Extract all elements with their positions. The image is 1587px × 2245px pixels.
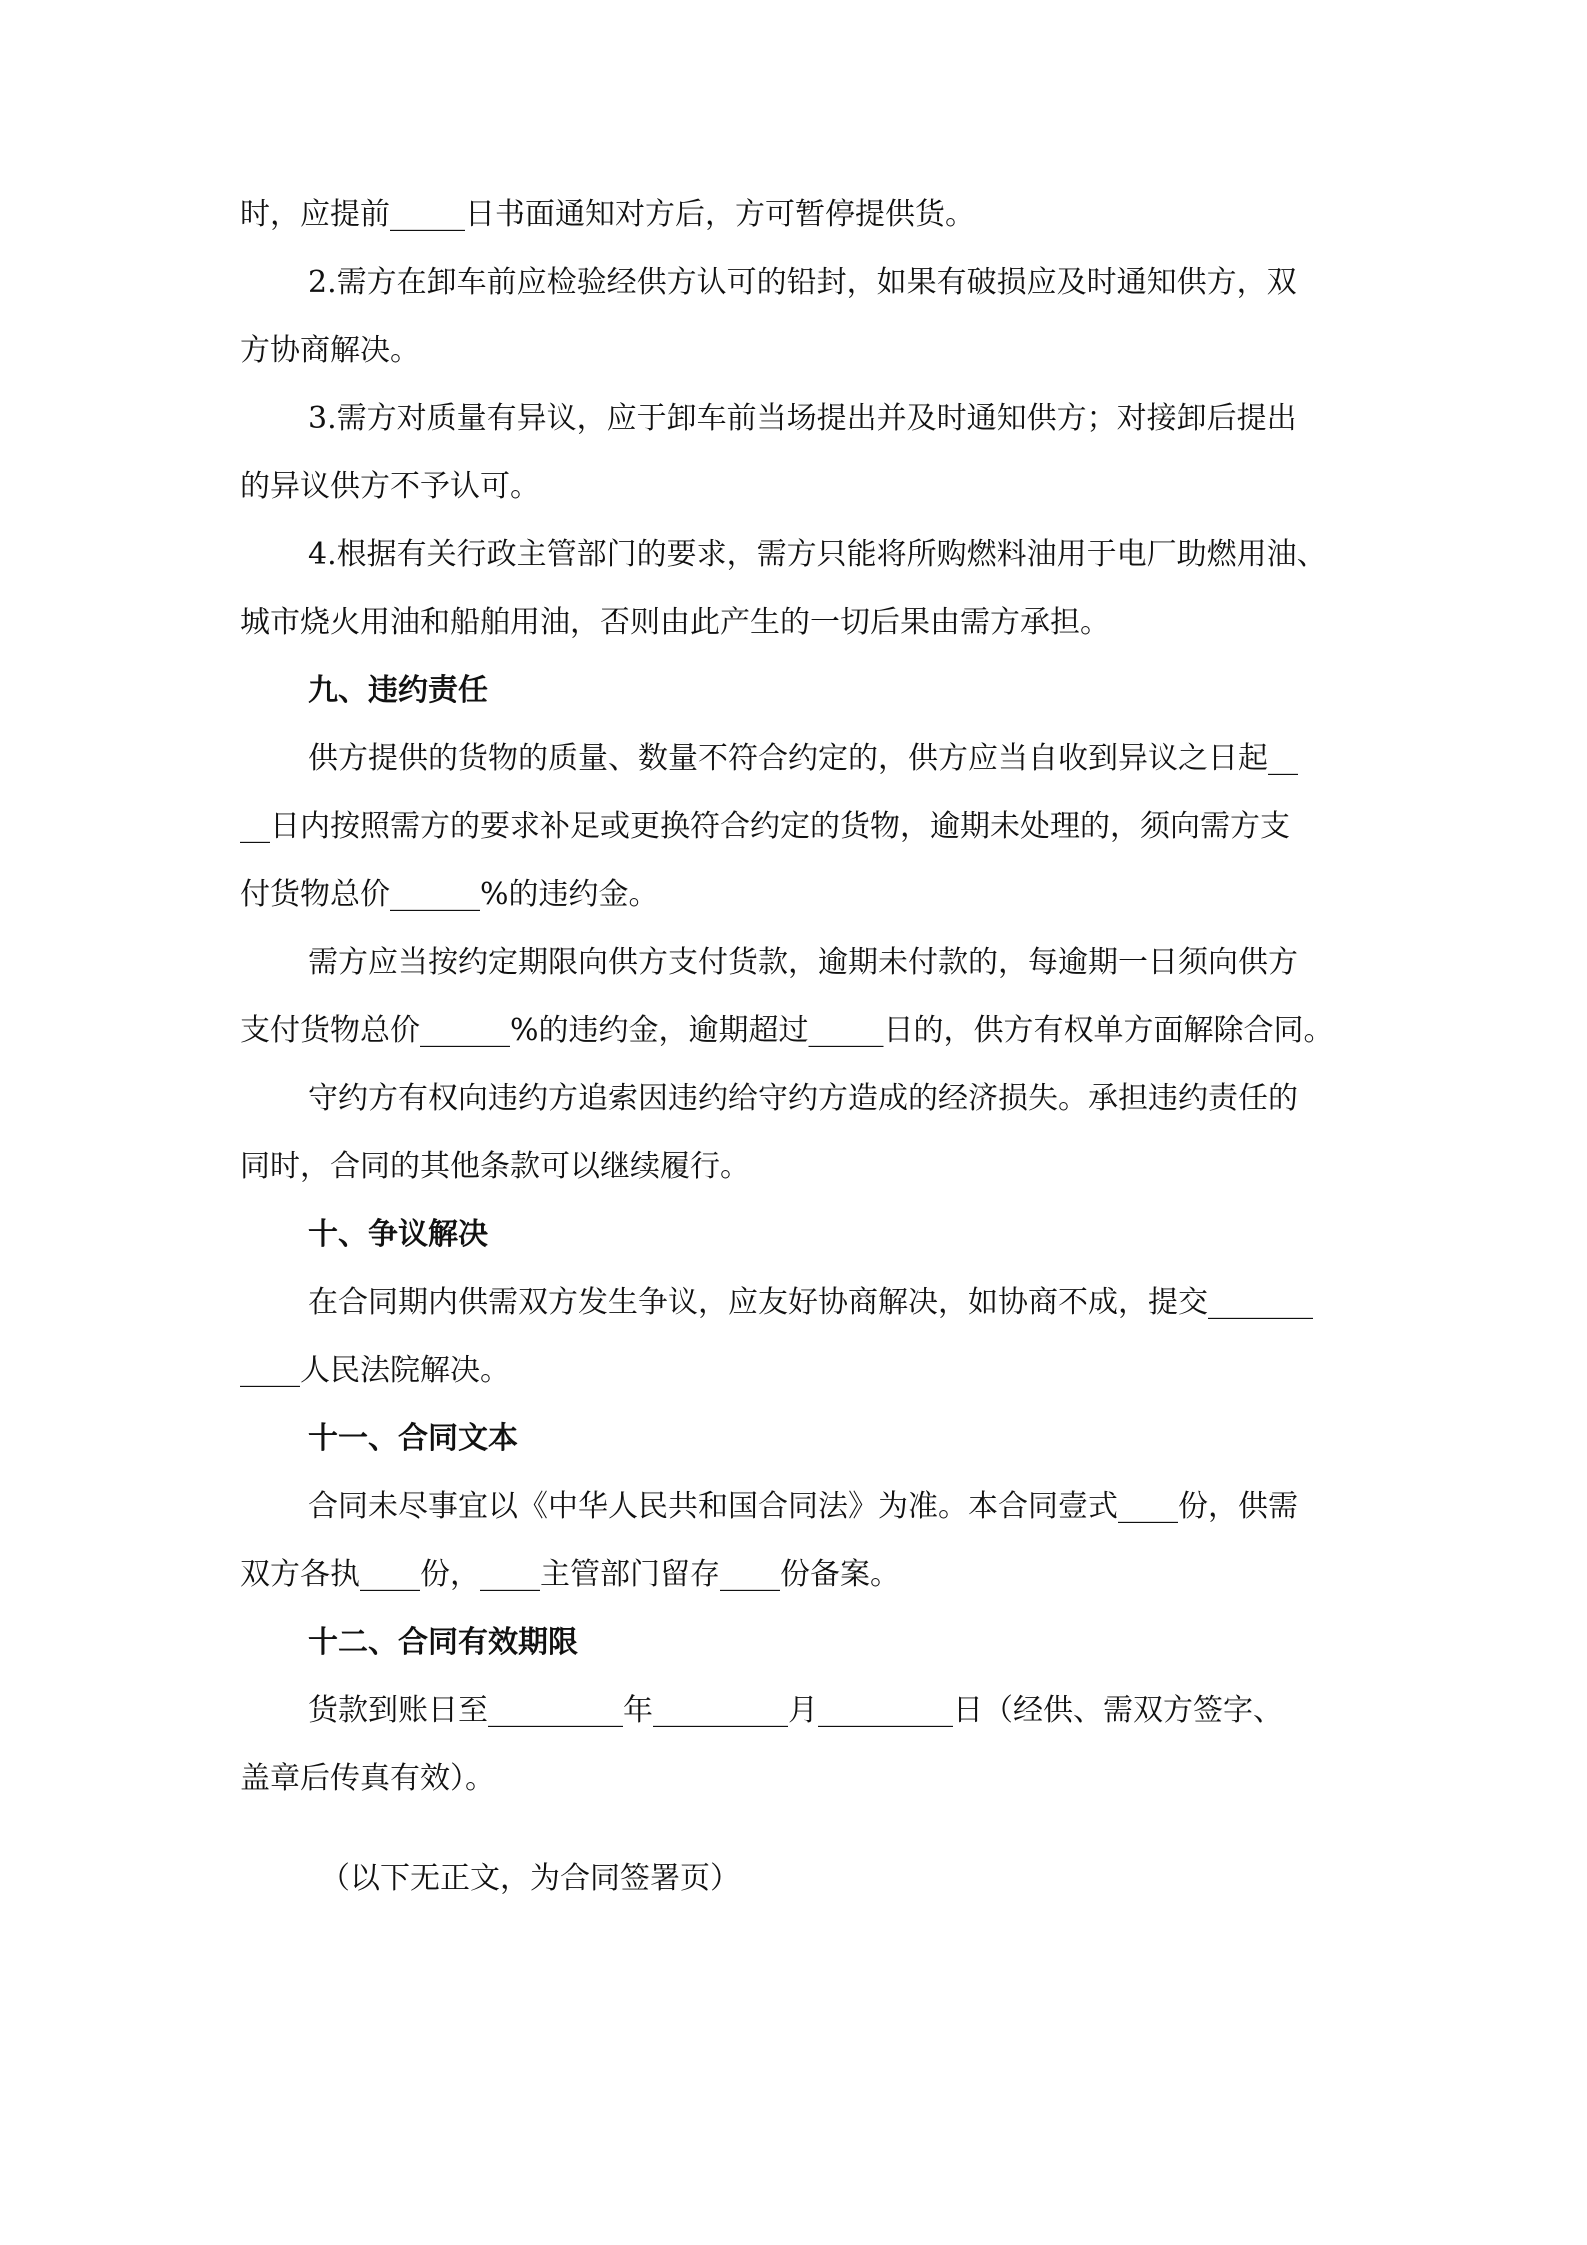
paragraph-line: 3.需方对质量有异议，应于卸车前当场提出并及时通知供方；对接卸后提出 <box>308 401 1297 436</box>
paragraph-line: 守约方有权向违约方追索因违约给守约方造成的经济损失。承担违约责任的 <box>308 1081 1298 1116</box>
paragraph-line: 方协商解决。 <box>240 333 420 368</box>
paragraph-line: 同时，合同的其他条款可以继续履行。 <box>240 1149 750 1184</box>
paragraph-line: 合同未尽事宜以《中华人民共和国合同法》为准。本合同壹式____份，供需 <box>308 1489 1298 1524</box>
paragraph-line: 2.需方在卸车前应检验经供方认可的铅封，如果有破损应及时通知供方，双 <box>308 265 1297 300</box>
paragraph-line: ____人民法院解决。 <box>240 1353 510 1388</box>
paragraph-line: 货款到账日至_________年_________月_________日（经供、需双方签字、 <box>308 1693 1283 1728</box>
paragraph-line: 盖章后传真有效）。 <box>240 1761 495 1796</box>
paragraph-line: 付货物总价______%的违约金。 <box>240 877 659 912</box>
section-heading: 十一、合同文本 <box>308 1421 518 1456</box>
paragraph-line: 在合同期内供需双方发生争议，应友好协商解决，如协商不成，提交_______ <box>308 1285 1313 1320</box>
paragraph-line: 双方各执____份，____主管部门留存____份备案。 <box>240 1557 900 1592</box>
paragraph-line: 需方应当按约定期限向供方支付货款，逾期未付款的，每逾期一日须向供方 <box>308 945 1298 980</box>
paragraph-line: 的异议供方不予认可。 <box>240 469 540 504</box>
paragraph-line: 4.根据有关行政主管部门的要求，需方只能将所购燃料油用于电厂助燃用油、 <box>308 537 1327 572</box>
paragraph-line: 支付货物总价______%的违约金，逾期超过_____日的，供方有权单方面解除合同。 <box>240 1013 1334 1048</box>
paragraph-line: 时，应提前_____日书面通知对方后，方可暂停提供货。 <box>240 197 975 232</box>
section-heading: 十二、合同有效期限 <box>308 1625 578 1660</box>
closing-note: （以下无正文，为合同签署页） <box>320 1861 740 1896</box>
section-heading: 九、违约责任 <box>308 673 488 708</box>
paragraph-line: 供方提供的货物的质量、数量不符合约定的，供方应当自收到异议之日起__ <box>308 741 1298 776</box>
paragraph-line: 城市烧火用油和船舶用油，否则由此产生的一切后果由需方承担。 <box>240 605 1110 640</box>
section-heading: 十、争议解决 <box>308 1217 488 1252</box>
paragraph-line: __日内按照需方的要求补足或更换符合约定的货物，逾期未处理的，须向需方支 <box>240 809 1290 844</box>
